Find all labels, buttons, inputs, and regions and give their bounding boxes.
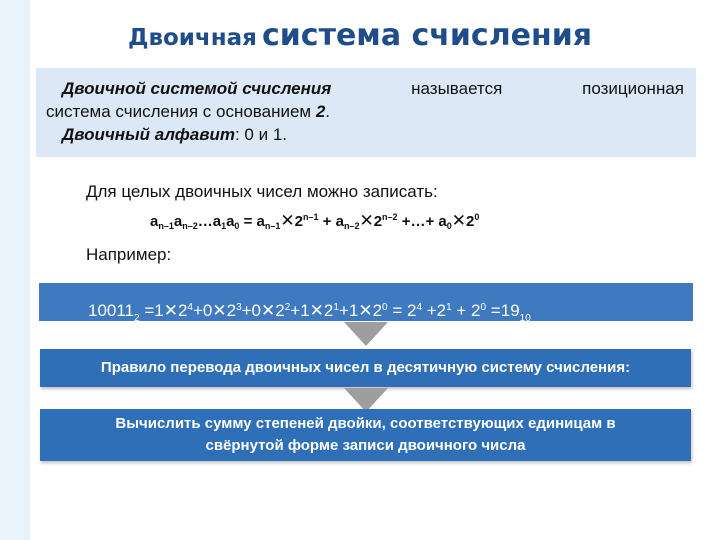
intro-text: Для целых двоичных чисел можно записать:	[86, 182, 438, 201]
definition-line-2	[46, 100, 684, 123]
example-number-base: 2	[134, 313, 140, 321]
title-part-1: Двоичная	[127, 25, 257, 51]
definition-word-1: называется	[411, 79, 503, 98]
definition-line-2-end: .	[325, 102, 331, 121]
definition-line-2-text: система счисления с основанием	[46, 102, 316, 121]
example-result-base: 10	[519, 313, 531, 321]
rule-text-line-2: свёрнутой форме записи двоичного числа	[205, 437, 526, 454]
alphabet-text: : 0 и 1.	[234, 125, 288, 144]
arrow-down-icon	[344, 322, 388, 346]
alphabet-term: Двоичный алфавит	[62, 125, 235, 144]
definition-line-3	[46, 123, 684, 146]
rule-title-box: Правило перевода двоичных чисел в десятичную систему счисления:	[40, 349, 691, 387]
definition-term: Двоичной системой счисления	[62, 79, 332, 98]
definition-line-1	[46, 77, 684, 100]
left-decorative-band	[0, 0, 30, 540]
page-title	[0, 18, 720, 53]
example-box	[39, 283, 693, 321]
definition-word-2: позиционная	[582, 79, 684, 98]
example-expansion-start: =1	[144, 301, 164, 320]
expansion-formula: $a_{n-1}a_{n-2}\dots a_1a_0$ = $a_{n-1}✕2^{n-1}$ + $a_{n-2}✕2^{n-2}$ +…+ $a_0✕2^0$	[150, 211, 480, 231]
example-result: 19	[500, 301, 520, 320]
definition-base: 2	[315, 102, 326, 121]
example-number: 10011	[88, 301, 135, 320]
definition-box	[36, 68, 696, 157]
rule-text-box	[40, 409, 691, 461]
rule-text-line-1: Вычислить сумму степеней двойки, соответствующих единицам в	[115, 415, 616, 432]
title-part-2: система счисления	[261, 18, 593, 53]
example-expression: $10011_2$ $=1✕2^4+0✕2^3+0✕2^2+1✕2^1+1✕2^0 = 2^4 +2^1 + 2^0 =19_{10}$	[88, 301, 531, 321]
example-label: Например:	[86, 245, 172, 264]
